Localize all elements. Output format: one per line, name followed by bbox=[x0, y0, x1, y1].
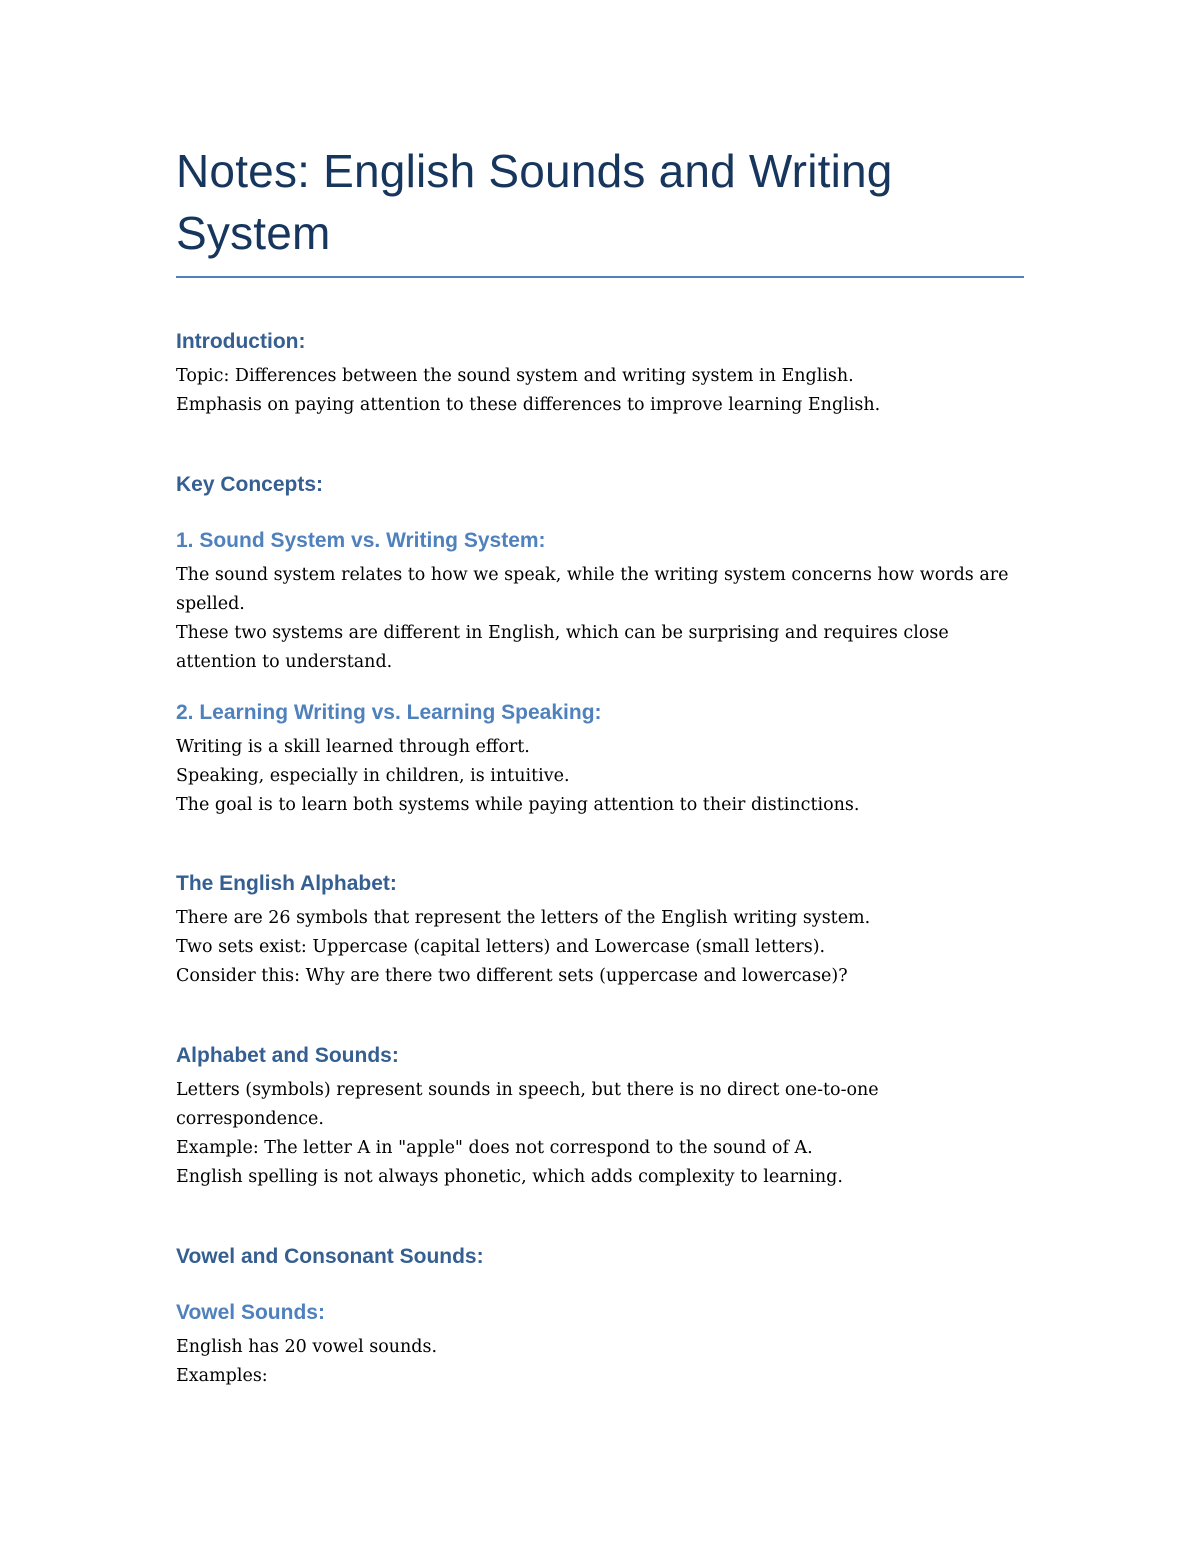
alphabet-sounds-line: English spelling is not always phonetic, which adds complexity to learning. bbox=[176, 1167, 843, 1187]
section-vowel-consonant bbox=[176, 1243, 1024, 1391]
introduction-line: Topic: Differences between the sound system and writing system in English. bbox=[176, 366, 854, 386]
sound-vs-writing-heading: 1. Sound System vs. Writing System: bbox=[176, 529, 546, 552]
english-alphabet-heading: The English Alphabet: bbox=[176, 872, 397, 895]
alphabet-sounds-line: Example: The letter A in "apple" does not correspond to the sound of A. bbox=[176, 1138, 813, 1158]
writing-vs-speaking-line: Writing is a skill learned through effort. bbox=[176, 737, 530, 757]
writing-vs-speaking-line: The goal is to learn both systems while paying attention to their distinctions. bbox=[176, 795, 860, 815]
english-alphabet-line: Consider this: Why are there two different sets (uppercase and lowercase)? bbox=[176, 966, 848, 986]
vowel-consonant-heading: Vowel and Consonant Sounds: bbox=[176, 1245, 484, 1268]
alphabet-sounds-heading: Alphabet and Sounds: bbox=[176, 1044, 399, 1067]
section-english-alphabet bbox=[176, 870, 1024, 991]
sound-vs-writing-line: These two systems are different in English, which can be surprising and requires close attention to understand. bbox=[176, 623, 949, 672]
vowel-sounds-heading: Vowel Sounds: bbox=[176, 1301, 325, 1324]
section-key-concepts bbox=[176, 471, 1024, 820]
english-alphabet-line: There are 26 symbols that represent the letters of the English writing system. bbox=[176, 908, 871, 928]
english-alphabet-line: Two sets exist: Uppercase (capital letters) and Lowercase (small letters). bbox=[176, 937, 826, 957]
document-title: Notes: English Sounds and Writing System bbox=[176, 140, 1024, 278]
vowel-sounds-line: English has 20 vowel sounds. bbox=[176, 1337, 438, 1357]
writing-vs-speaking-heading: 2. Learning Writing vs. Learning Speaking: bbox=[176, 701, 602, 724]
introduction-line: Emphasis on paying attention to these differences to improve learning English. bbox=[176, 395, 881, 415]
vowel-sounds-line: Examples: bbox=[176, 1366, 268, 1386]
alphabet-sounds-line: Letters (symbols) represent sounds in speech, but there is no direct one-to-one correspondence. bbox=[176, 1080, 879, 1129]
section-introduction bbox=[176, 328, 1024, 420]
key-concepts-heading: Key Concepts: bbox=[176, 473, 324, 496]
sound-vs-writing-line: The sound system relates to how we speak, while the writing system concerns how words are spelled. bbox=[176, 565, 1009, 614]
section-alphabet-sounds bbox=[176, 1042, 1024, 1192]
writing-vs-speaking-line: Speaking, especially in children, is intuitive. bbox=[176, 766, 570, 786]
document-page bbox=[176, 140, 1024, 1391]
introduction-heading: Introduction: bbox=[176, 330, 306, 353]
